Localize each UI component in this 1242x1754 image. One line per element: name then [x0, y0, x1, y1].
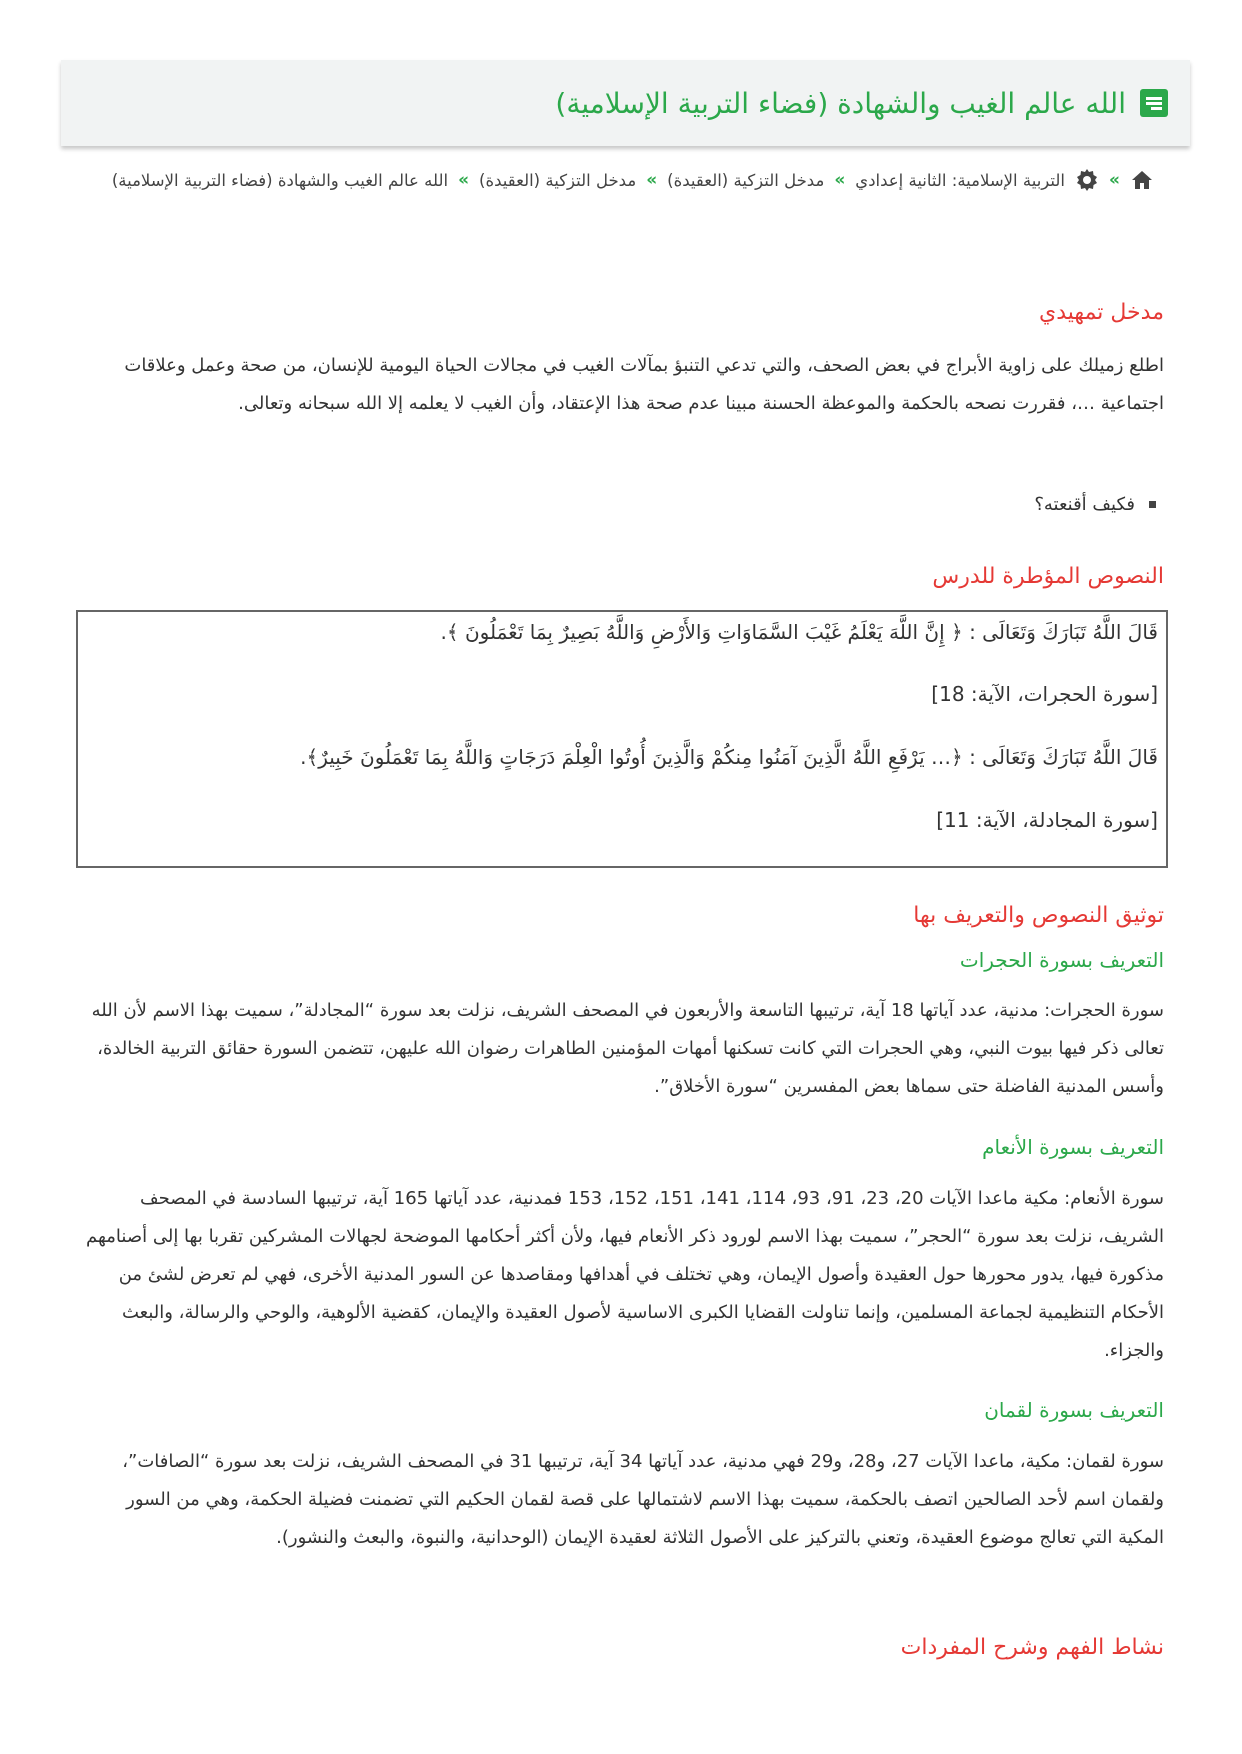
anam-heading: التعريف بسورة الأنعام	[982, 1135, 1164, 1159]
breadcrumb-item-unit[interactable]: مدخل التزكية (العقيدة)	[667, 170, 825, 190]
anam-text: سورة الأنعام: مكية ماعدا الآيات 20، 23، 91، 93، 114، 141، 151، 152، 153 فمدنية، عدد آياتها 165 آية، ترتيبها السادسة في المصحف الشريف، نزلت بعد سورة “الحجر”، سميت بهذا الاسم لورود ذكر الأنعام فيها، ولأن أكثر أحكامها الموضحة لجهالات المشركين تقربا بها إلى أصنامهم مذكورة فيها، يدور محورها حول العقيدة وأصول الإيمان، وهي تختلف في أهدافها ومقاصدها عن السور المدنية الأخرى، فهي لم تعرض لشئ من الأحكام التنظيمية لجماعة المسلمين، وإنما تناولت القضايا الكبرى الاساسية لأصول العقيدة والإيمان، كقضية الألوهية، والوحي والرسالة، والبعث والجزاء.	[86, 1188, 1164, 1361]
breadcrumb-separator: »	[834, 170, 846, 190]
texts-heading: النصوص المؤطرة للدرس	[932, 564, 1164, 589]
verse-2-reference: [سورة المجادلة، الآية: 11]	[936, 808, 1158, 832]
hujurat-heading: التعريف بسورة الحجرات	[959, 948, 1164, 972]
verse-1-reference: [سورة الحجرات، الآية: 18]	[931, 682, 1158, 706]
luqman-text: سورة لقمان: مكية، ماعدا الآيات 27، و28، و29 فهي مدنية، عدد آياتها 34 آية، ترتيبها 31 في المصحف الشريف، نزلت بعد سورة “الصافات”، ولقمان اسم لأحد الصالحين اتصف بالحكمة، سميت بهذا الاسم لاشتمالها على قصة لقمان الحكيم التي تضمنت فضيلة الحكمة، وهي من السور المكية التي تعالج موضوع العقيدة، وتعني بالتركيز على الأصول الثلاثة لعقيدة الإيمان (الوحدانية، والنبوة، والبعث والنشور).	[122, 1451, 1164, 1548]
breadcrumb-separator: »	[646, 170, 658, 190]
documentation-heading: توثيق النصوص والتعريف بها	[913, 903, 1164, 928]
intro-text: اطلع زميلك على زاوية الأبراج في بعض الصحف، والتي تدعي التنبؤ بمآلات الغيب في مجالات الحياة اليومية للإنسان، من صحة وعمل وعلاقات اجتماعية …، فقررت نصحه بالحكمة والموعظة الحسنة مبينا عدم صحة هذا الإعتقاد، وأن الغيب لا يعلمه إلا الله سبحانه وتعالى.	[124, 355, 1164, 414]
verse-1: قَالَ اللَّهُ تَبَارَكَ وَتَعَالَى : ﴿ إِنَّ اللَّهَ يَعْلَمُ غَيْبَ السَّمَاوَاتِ وَالأَرْضِ وَاللَّهُ بَصِيرٌ بِمَا تَعْمَلُونَ ﴾.	[440, 620, 1158, 644]
breadcrumb-item-course[interactable]: التربية الإسلامية: الثانية إعدادي	[855, 170, 1066, 190]
page-title: الله عالم الغيب والشهادة (فضاء التربية الإسلامية)	[555, 86, 1126, 120]
breadcrumb-item-section[interactable]: مدخل التزكية (العقيدة)	[479, 170, 637, 190]
question-text: فكيف أقنعته؟	[1034, 494, 1135, 515]
hujurat-text: سورة الحجرات: مدنية، عدد آياتها 18 آية، ترتيبها التاسعة والأربعون في المصحف الشريف، نزلت بعد سورة “المجادلة”، سميت بهذا الاسم لأن الله تعالى ذكر فيها بيوت النبي، وهي الحجرات التي كانت تسكنها أمهات المؤمنين الطاهرات رضوان الله عليهن، تتضمن السورة حقائق التربية الخالدة، وأسس المدنية الفاضلة حتى سماها بعض المفسرين “سورة الأخلاق”.	[91, 1000, 1164, 1097]
verse-2: قَالَ اللَّهُ تَبَارَكَ وَتَعَالَى : ﴿… يَرْفَعِ اللَّهُ الَّذِينَ آمَنُوا مِنكُمْ وَالَّذِينَ أُوتُوا الْعِلْمَ دَرَجَاتٍ وَاللَّهُ بِمَا تَعْمَلُونَ خَبِيرٌ﴾.	[300, 745, 1158, 769]
documentation-content	[86, 0, 1164, 1754]
breadcrumb-separator: »	[1109, 170, 1120, 190]
intro-heading: مدخل تمهيدي	[1039, 300, 1164, 325]
activity-heading: نشاط الفهم وشرح المفردات	[900, 1635, 1164, 1660]
luqman-heading: التعريف بسورة لقمان	[984, 1398, 1164, 1422]
breadcrumb-item-current: الله عالم الغيب والشهادة (فضاء التربية الإسلامية)	[111, 170, 449, 190]
breadcrumb-separator: »	[458, 170, 470, 190]
